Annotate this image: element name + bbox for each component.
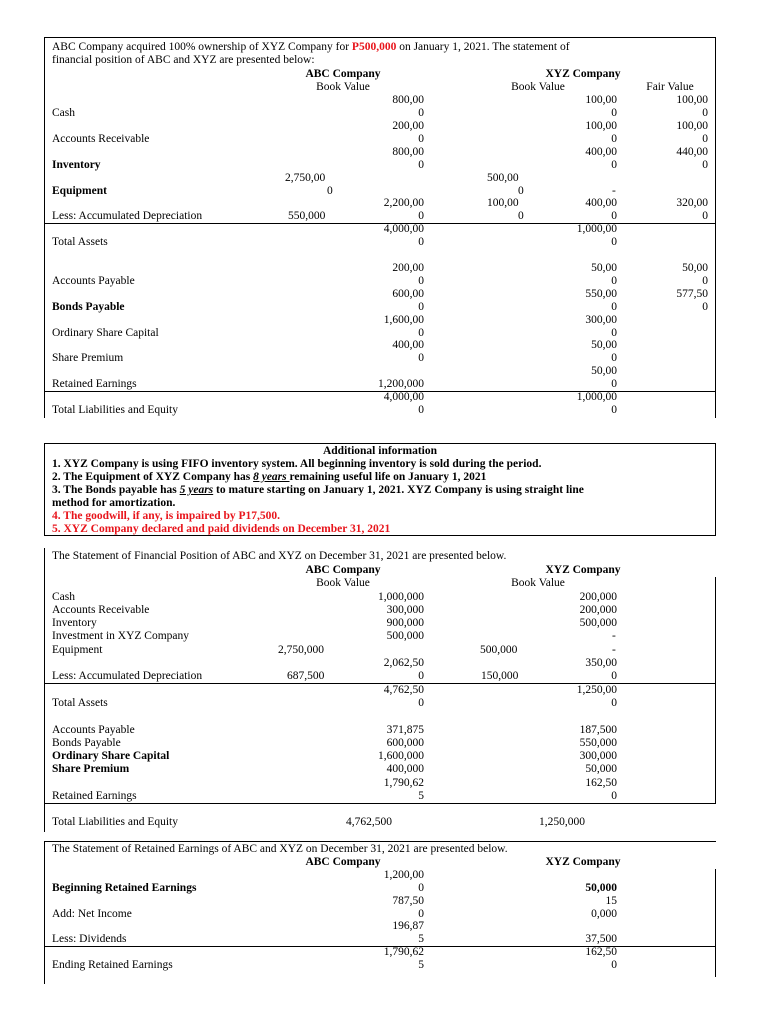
intro-line-1 <box>52 41 570 54</box>
s1-sp-label: Share Premium <box>52 352 124 364</box>
s3-ap-abc: 371,875 <box>386 724 424 736</box>
s1-bp-fv-a: 577,50 <box>676 288 708 300</box>
s1-inv-fv-a: 440,00 <box>676 146 708 158</box>
s3-tle-xyz: 1,250,000 <box>539 816 585 828</box>
s1-ar-xyz-a: 100,00 <box>585 120 617 132</box>
s1-cash-label: Cash <box>52 107 75 119</box>
s4-end-xyz-a: 162,50 <box>585 946 617 958</box>
intro-text-b: on January 1, 2021. The statement of <box>396 41 570 53</box>
s3-accdep-xyz-b: 0 <box>611 670 617 682</box>
s3-xyz-header: XYZ Company <box>545 564 621 576</box>
s3-ap-xyz: 187,500 <box>579 724 617 736</box>
s3-accdep-abc-b: 0 <box>418 670 424 682</box>
s4-ni-xyz-a: 15 <box>605 895 617 907</box>
s4-ni-abc-a: 787,50 <box>392 895 424 907</box>
s1-ar-label: Accounts Receivable <box>52 133 150 145</box>
s3-re-xyz-b: 0 <box>611 790 617 802</box>
s1-bp-fv-b: 0 <box>702 301 708 313</box>
s1-accdep-xyz-a: 400,00 <box>585 197 617 209</box>
info-item-3-a: 3. The Bonds payable has <box>52 484 180 496</box>
s3-accdep-abc-dep: 687,500 <box>287 670 325 682</box>
s3-sp-abc: 400,000 <box>386 763 424 775</box>
s3-ta-abc-a: 4,762,50 <box>383 684 424 696</box>
info-item-3-b: to mature starting on January 1, 2021. XYZ Company is using straight line <box>213 484 584 496</box>
s4-title: The Statement of Retained Earnings of ABC and XYZ on December 31, 2021 are presented below. <box>52 843 508 855</box>
s4-ni-label: Add: Net Income <box>52 908 132 920</box>
s3-equip-abc-gross: 2,750,000 <box>278 644 324 656</box>
s1-cash-abc-b: 0 <box>418 107 424 119</box>
s3-osc-abc: 1,600,000 <box>378 750 424 762</box>
s1-ap-fv-a: 50,00 <box>682 262 708 274</box>
info-item-4: 4. The goodwill, if any, is impaired by P17,500. <box>52 510 281 522</box>
info-item-2-a: 2. The Equipment of XYZ Company has <box>52 471 254 483</box>
s1-inv-xyz-b: 0 <box>611 159 617 171</box>
s1-inv-xyz-a: 400,00 <box>585 146 617 158</box>
s1-accdep-fv-b: 0 <box>702 210 708 222</box>
s3-sp-xyz: 50,000 <box>585 763 617 775</box>
s4-ni-abc-b: 0 <box>418 908 424 920</box>
s1-ta-abc-b: 0 <box>418 236 424 248</box>
s1-bp-abc-a: 600,00 <box>392 288 424 300</box>
s3-equip-xyz-gross: 500,000 <box>480 644 518 656</box>
s1-ap-xyz-b: 0 <box>611 275 617 287</box>
s3-cash-abc: 1,000,000 <box>378 591 424 603</box>
s3-ta-xyz-a: 1,250,00 <box>576 684 617 696</box>
s1-re-xyz-a: 50,00 <box>591 365 617 377</box>
info-item-3-cont: method for amortization. <box>52 497 176 509</box>
s1-accdep-xyz-b: 0 <box>611 210 617 222</box>
s3-re-label: Retained Earnings <box>52 790 137 802</box>
s1-osc-abc-a: 1,600,00 <box>383 314 424 326</box>
s1-sp-xyz-a: 50,00 <box>591 339 617 351</box>
s3-ta-label: Total Assets <box>52 697 108 709</box>
s4-beg-xyz: 50,000 <box>585 882 617 894</box>
s1-ta-abc-a: 4,000,00 <box>383 223 424 235</box>
s1-accdep-abc-dep: 550,000 <box>288 210 326 222</box>
s1-equip-xyz-dash: - <box>612 185 616 197</box>
s3-equip-label: Equipment <box>52 644 103 656</box>
xyz-company-header: XYZ Company <box>545 68 621 80</box>
s3-ar-abc: 300,000 <box>386 604 424 616</box>
intro-text-a: ABC Company acquired 100% ownership of XYZ Company for <box>52 41 352 53</box>
s4-div-xyz: 37,500 <box>585 933 617 945</box>
s4-end-label: Ending Retained Earnings <box>52 959 173 971</box>
s3-tle-abc: 4,762,500 <box>346 816 392 828</box>
s1-ap-xyz-a: 50,00 <box>591 262 617 274</box>
info-item-2-b: remaining useful life on January 1, 2021 <box>289 471 487 483</box>
s3-bp-abc: 600,000 <box>386 737 424 749</box>
info-item-2-years: 8 years <box>253 471 290 483</box>
s1-ar-abc-a: 200,00 <box>392 120 424 132</box>
abc-book-value-header: Book Value <box>316 81 370 93</box>
s3-ta-abc-b: 0 <box>418 697 424 709</box>
s3-title: The Statement of Financial Position of ABC and XYZ on December 31, 2021 are presented below. <box>52 550 507 562</box>
s1-ap-label: Accounts Payable <box>52 275 135 287</box>
s1-inv-abc-a: 800,00 <box>392 146 424 158</box>
s3-cash-xyz: 200,000 <box>579 591 617 603</box>
s4-ni-xyz-b: 0,000 <box>591 908 617 920</box>
s4-div-abc-b: 5 <box>418 933 424 945</box>
s1-tle-abc-a: 4,000,00 <box>383 391 424 403</box>
info-item-3-years: 5 years <box>179 484 214 496</box>
s1-tle-abc-b: 0 <box>418 404 424 416</box>
fair-value-header: Fair Value <box>646 81 694 93</box>
s1-osc-abc-b: 0 <box>418 327 424 339</box>
s1-equip-xyz-gross-b: 0 <box>518 185 524 197</box>
s3-osc-xyz: 300,000 <box>579 750 617 762</box>
s3-abc-book-value: Book Value <box>316 577 370 589</box>
additional-info-title: Additional information <box>322 445 438 457</box>
s1-re-label: Retained Earnings <box>52 378 137 390</box>
s4-beg-abc-a: 1,200,00 <box>383 869 424 881</box>
s3-tle-label: Total Liabilities and Equity <box>52 816 178 828</box>
s1-ap-abc-b: 0 <box>418 275 424 287</box>
s3-inv-abc: 900,000 <box>386 617 424 629</box>
s4-xyz-header: XYZ Company <box>545 856 621 868</box>
s4-beg-abc-b: 0 <box>418 882 424 894</box>
s1-sp-xyz-b: 0 <box>611 352 617 364</box>
s1-ap-abc-a: 200,00 <box>392 262 424 274</box>
info-item-3 <box>52 484 584 497</box>
s1-inv-abc-b: 0 <box>418 159 424 171</box>
s3-ar-xyz: 200,000 <box>579 604 617 616</box>
s1-tle-label: Total Liabilities and Equity <box>52 404 178 416</box>
s1-tle-xyz-b: 0 <box>611 404 617 416</box>
s1-accdep-xyz-dep-b: 0 <box>518 210 524 222</box>
s1-re-xyz-b: 0 <box>611 378 617 390</box>
s1-ta-xyz-a: 1,000,00 <box>576 223 617 235</box>
s4-abc-header: ABC Company <box>305 856 381 868</box>
s1-accdep-abc-b: 0 <box>418 210 424 222</box>
info-item-5: 5. XYZ Company declared and paid dividends on December 31, 2021 <box>52 523 391 535</box>
s1-ta-label: Total Assets <box>52 236 108 248</box>
s3-sp-label: Share Premium <box>52 763 130 775</box>
s1-osc-xyz-a: 300,00 <box>585 314 617 326</box>
abc-company-header: ABC Company <box>305 68 381 80</box>
s1-cash-xyz-b: 0 <box>611 107 617 119</box>
s3-re-abc-a: 1,790,62 <box>383 777 424 789</box>
s3-xyz-book-value: Book Value <box>511 577 565 589</box>
s3-ar-label: Accounts Receivable <box>52 604 150 616</box>
s1-ap-fv-b: 0 <box>702 275 708 287</box>
s1-ar-fv-b: 0 <box>702 133 708 145</box>
info-item-2 <box>52 471 486 484</box>
s1-accdep-xyz-dep-a: 100,00 <box>487 197 519 209</box>
acquisition-price: P500,000 <box>351 41 397 53</box>
s3-re-xyz-a: 162,50 <box>585 777 617 789</box>
s1-accdep-fv-a: 320,00 <box>676 197 708 209</box>
intro-line-2: financial position of ABC and XYZ are presented below: <box>52 54 315 66</box>
s4-end-xyz-b: 0 <box>611 959 617 971</box>
s3-inv-xyz: 500,000 <box>579 617 617 629</box>
s1-tle-xyz-a: 1,000,00 <box>576 391 617 403</box>
s3-ta-xyz-b: 0 <box>611 697 617 709</box>
s1-equip-abc-gross-a: 2,750,00 <box>285 172 326 184</box>
s4-div-label: Less: Dividends <box>52 933 127 945</box>
s1-osc-label: Ordinary Share Capital <box>52 327 159 339</box>
s1-bp-xyz-a: 550,00 <box>585 288 617 300</box>
s1-ar-fv-a: 100,00 <box>676 120 708 132</box>
s3-invest-xyz: - <box>612 630 616 642</box>
s3-ap-label: Accounts Payable <box>52 724 135 736</box>
s1-inv-label: Inventory <box>52 159 101 171</box>
s3-equip-xyz-dash: - <box>612 644 616 656</box>
s3-accdep-abc-a: 2,062,50 <box>383 657 424 669</box>
s1-equip-abc-gross-b: 0 <box>327 185 333 197</box>
s1-bp-label: Bonds Payable <box>52 301 125 313</box>
s3-re-abc-b: 5 <box>418 790 424 802</box>
s4-beg-label: Beginning Retained Earnings <box>52 882 197 894</box>
s1-cash-xyz-a: 100,00 <box>585 94 617 106</box>
s4-end-abc-a: 1,790,62 <box>383 946 424 958</box>
s1-equip-label: Equipment <box>52 185 107 197</box>
s3-invest-label: Investment in XYZ Company <box>52 630 190 642</box>
s1-cash-abc-a: 800,00 <box>392 94 424 106</box>
s1-sp-abc-b: 0 <box>418 352 424 364</box>
s4-end-abc-b: 5 <box>418 959 424 971</box>
s3-cash-label: Cash <box>52 591 75 603</box>
s3-bp-xyz: 550,000 <box>579 737 617 749</box>
s1-accdep-label: Less: Accumulated Depreciation <box>52 210 203 222</box>
xyz-book-value-header: Book Value <box>511 81 565 93</box>
s1-accdep-abc-a: 2,200,00 <box>383 197 424 209</box>
s1-cash-fv-b: 0 <box>702 107 708 119</box>
s1-cash-fv-a: 100,00 <box>676 94 708 106</box>
s3-inv-label: Inventory <box>52 617 97 629</box>
s1-ta-xyz-b: 0 <box>611 236 617 248</box>
s1-inv-fv-b: 0 <box>702 159 708 171</box>
s1-ar-abc-b: 0 <box>418 133 424 145</box>
s3-invest-abc: 500,000 <box>386 630 424 642</box>
s3-accdep-xyz-a: 350,00 <box>585 657 617 669</box>
s1-osc-xyz-b: 0 <box>611 327 617 339</box>
s1-bp-xyz-b: 0 <box>611 301 617 313</box>
s3-accdep-label: Less: Accumulated Depreciation <box>52 670 203 682</box>
s1-equip-xyz-gross-a: 500,00 <box>487 172 519 184</box>
s3-accdep-xyz-dep: 150,000 <box>481 670 519 682</box>
s1-ar-xyz-b: 0 <box>611 133 617 145</box>
info-item-1: 1. XYZ Company is using FIFO inventory system. All beginning inventory is sold during the period. <box>52 458 542 470</box>
s1-bp-abc-b: 0 <box>418 301 424 313</box>
s1-sp-abc-a: 400,00 <box>392 339 424 351</box>
s3-osc-label: Ordinary Share Capital <box>52 750 170 762</box>
s3-abc-header: ABC Company <box>305 564 381 576</box>
s3-bp-label: Bonds Payable <box>52 737 121 749</box>
s1-re-abc: 1,200,000 <box>378 378 424 390</box>
s4-div-abc-a: 196,87 <box>392 920 424 932</box>
